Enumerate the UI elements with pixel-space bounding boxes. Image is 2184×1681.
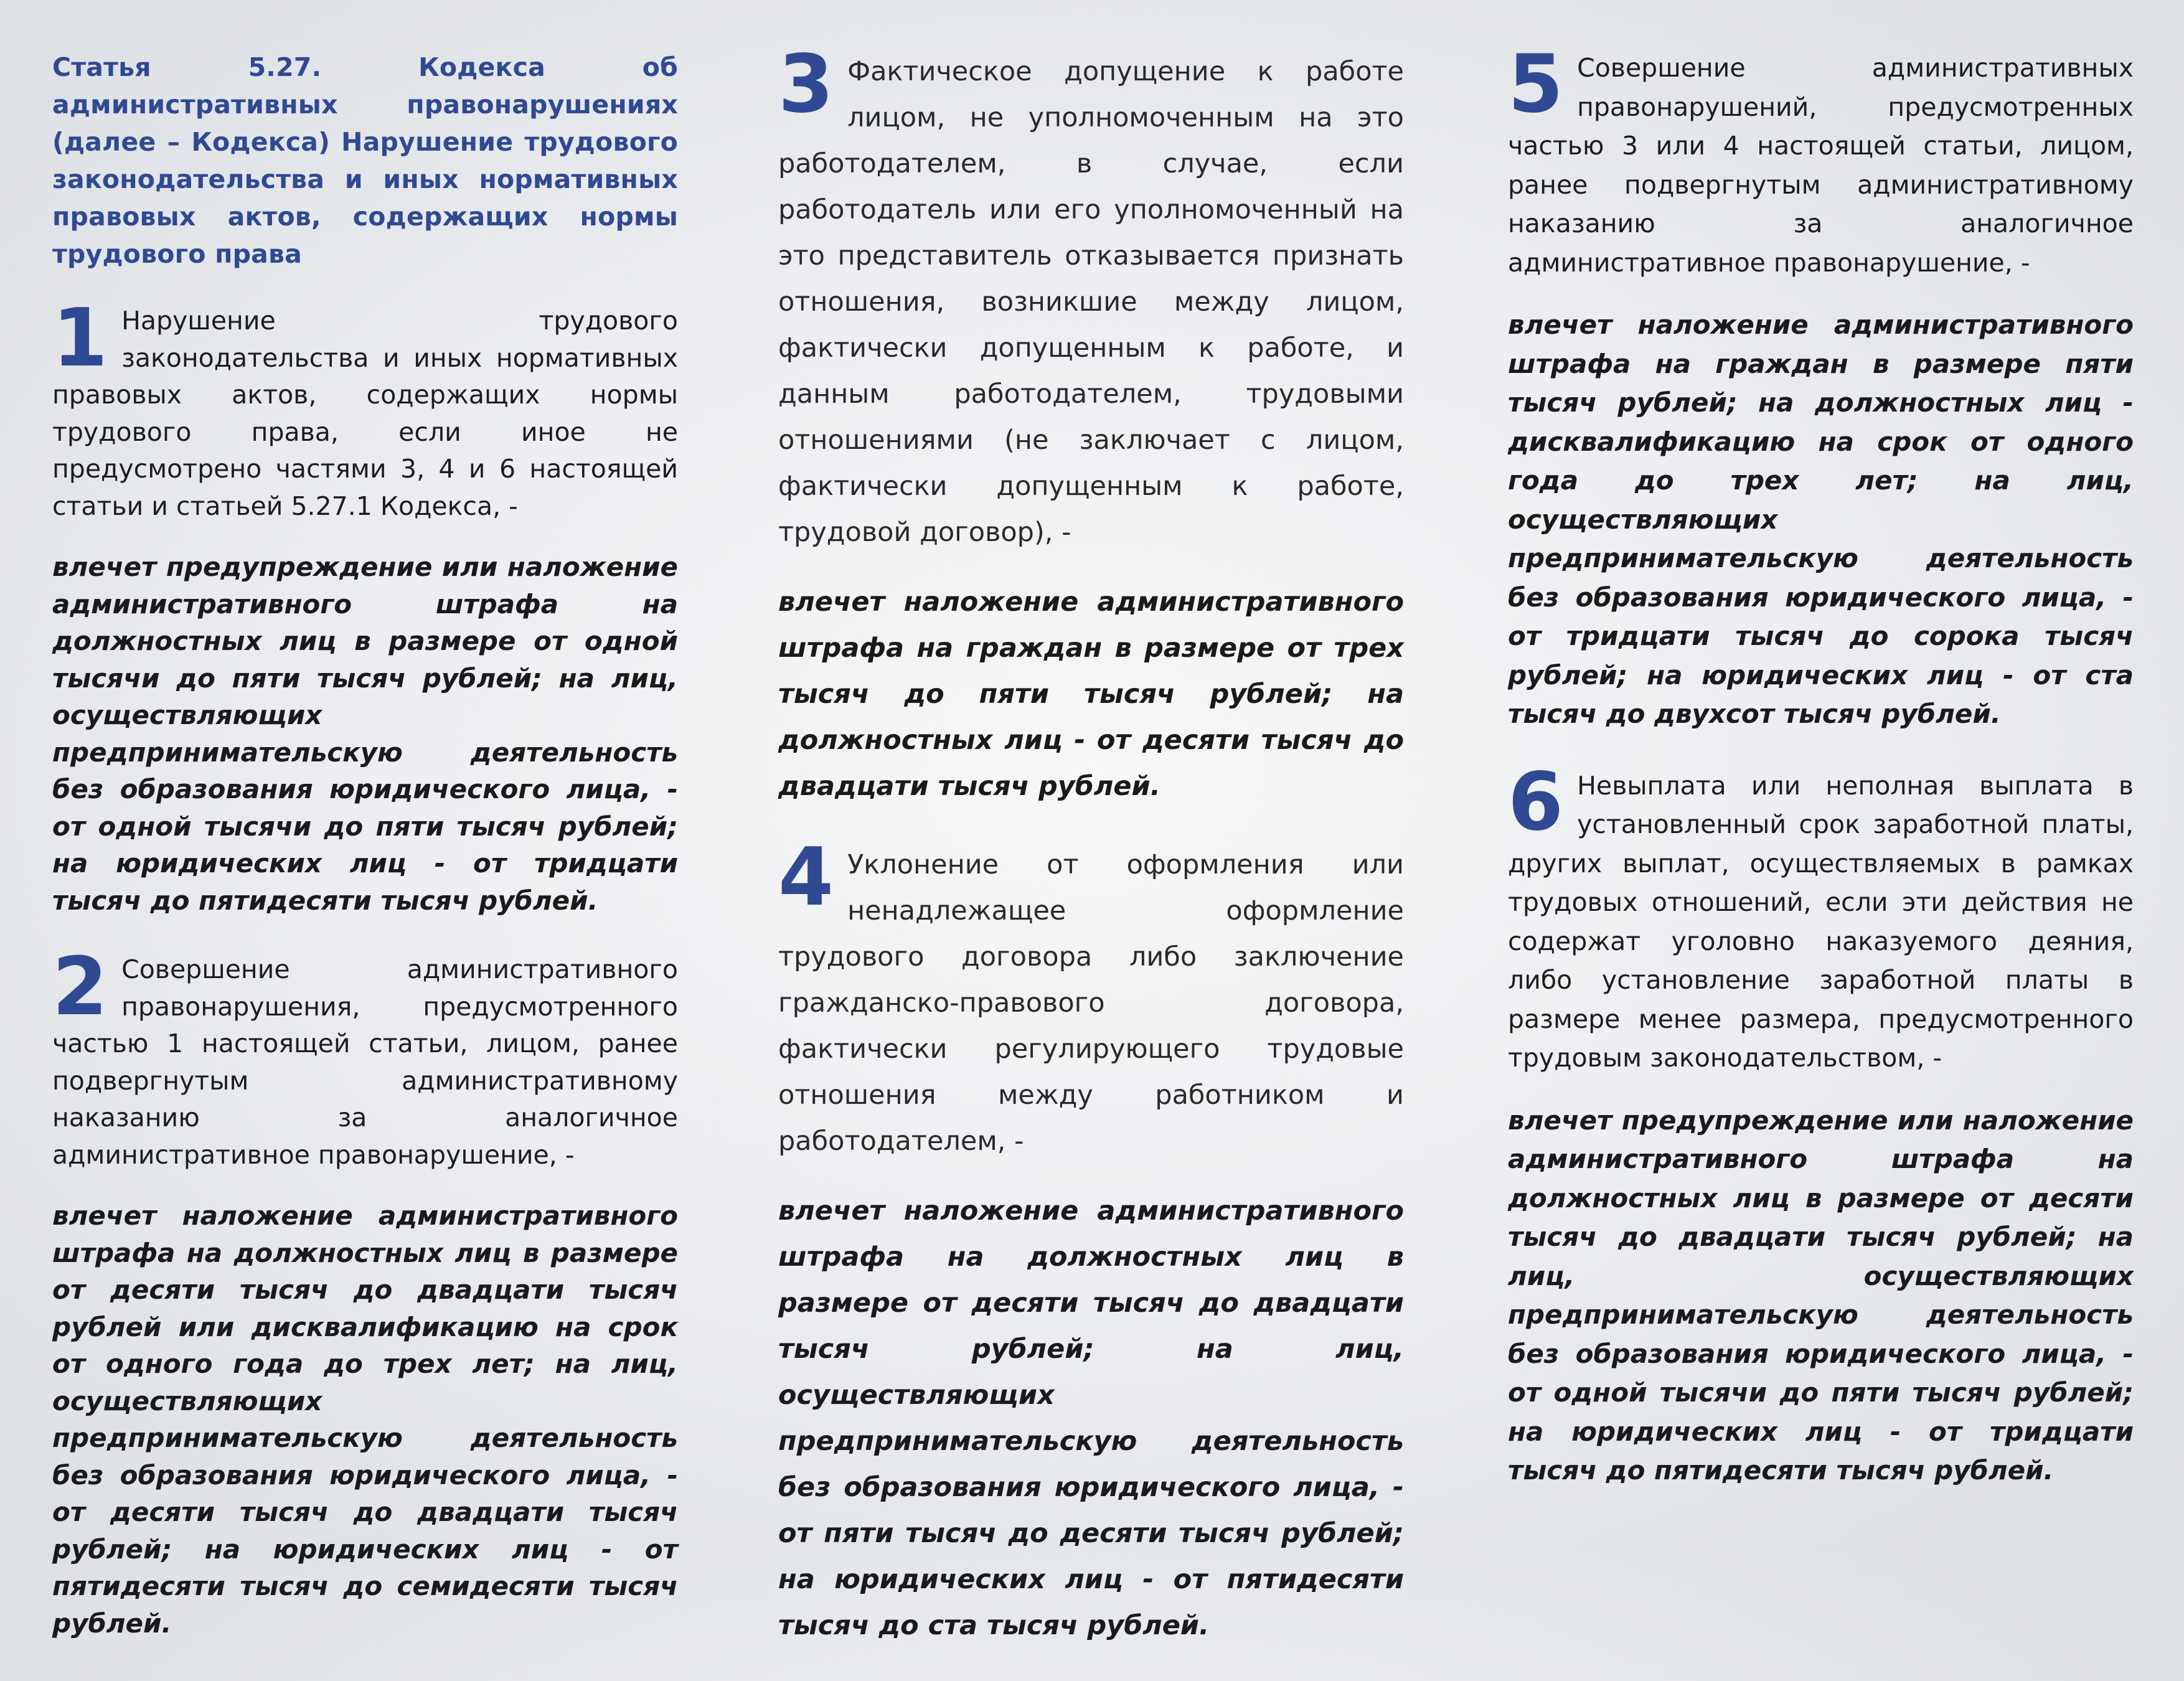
- section-penalty: влечет предупреждение или наложение административного штрафа на должностных лиц в размере от десяти тысяч до двадцати тысяч рублей; на лиц, осуществляющих предпринимательскую деятельность без образования юридического лица, - от одной тысячи до пяти тысяч рублей; на юридических лиц - от тридцати тысяч до пятидесяти тысяч рублей.: [1508, 1104, 2134, 1486]
- section-penalty: влечет наложение административного штрафа на должностных лиц в размере от десяти тысяч до двадцати тысяч рублей или дисквалификацию на срок от одного года до трех лет; на лиц, осуществляющих предпринимательскую деятельность без образования юридического лица, - от десяти тысяч до двадцати тысяч рублей; на юридических лиц - от пятидесяти тысяч до семидесяти тысяч рублей.: [52, 1200, 678, 1639]
- section-6: [1508, 755, 2134, 1490]
- section-penalty: влечет наложение административного штрафа на должностных лиц в размере от десяти тысяч до двадцати тысяч рублей; на лиц, осуществляющих предпринимательскую деятельность без образования юридического лица, - от пяти тысяч до десяти тысяч рублей; на юридических лиц - от пятидесяти тысяч до ста тысяч рублей.: [778, 1195, 1404, 1641]
- section-number: 3: [778, 38, 834, 131]
- section-1: [52, 292, 678, 919]
- section-number: 6: [1508, 755, 1564, 849]
- section-number: 5: [1508, 38, 1564, 131]
- section-text: Фактическое допущение к работе лицом, не уполномоченным на это работодателем, в случае, если работодатель или его уполномоченный на это представитель отказывается признать отношения, возникшие между лицом, фактически допущенным к работе, и данным работодателем, трудовыми отношениями (не заключает с лицом, фактически допущенным к работе, трудовой договор), -: [778, 56, 1404, 548]
- section-text: Совершение административного правонарушения, предусмотренного частью 1 настоящей статьи, лицом, ранее подвергнутым административному наказанию за аналогичное административное правонарушение, -: [52, 954, 678, 1170]
- section-number: 2: [52, 941, 108, 1034]
- section-text: Уклонение от оформления или ненадлежащее оформление трудового договора либо заключение гражданско-правового договора, фактически регулирующего трудовые отношения между работником и работодателем, -: [778, 849, 1404, 1157]
- section-4: [778, 831, 1404, 1649]
- section-number: 1: [52, 292, 108, 385]
- column-left: [52, 49, 678, 1674]
- section-penalty: влечет предупреждение или наложение административного штрафа на должностных лиц в размере от одной тысячи до пяти тысяч рублей; на лиц, осуществляющих предпринимательскую деятельность без образования юридического лица, - от одной тысячи до пяти тысяч рублей; на юридических лиц - от тридцати тысяч до пятидесяти тысяч рублей.: [52, 552, 678, 916]
- column-middle: [778, 38, 1404, 1681]
- article-title: Статья 5.27. Кодекса об административных правонарушениях (далее – Кодекса) Нарушение трудового законодательства и иных нормативных правовых актов, содержащих нормы трудового права: [52, 52, 678, 269]
- section-text: Совершение административных правонарушений, предусмотренных частью 3 или 4 настоящей статьи, лицом, ранее подвергнутым административному наказанию за аналогичное административное правонарушение, -: [1508, 53, 2134, 278]
- section-text: Невыплата или неполная выплата в установленный срок заработной платы, других выплат, осуществляемых в рамках трудовых отношений, если эти действия не содержат уголовно наказуемого деяния, либо установление заработной платы в размере менее размера, предусмотренного трудовым законодательством, -: [1508, 770, 2134, 1073]
- section-5: [1508, 38, 2134, 734]
- section-penalty: влечет наложение административного штрафа на граждан в размере пяти тысяч рублей; на должностных лиц - дисквалификацию на срок от одного года до трех лет; на лиц, осуществляющих предпринимательскую деятельность без образования юридического лица, - от тридцати тысяч до сорока тысяч рублей; на юридических лиц - от ста тысяч до двухсот тысяч рублей.: [1508, 309, 2134, 729]
- section-2: [52, 941, 678, 1642]
- section-number: 4: [778, 831, 834, 924]
- section-text: Нарушение трудового законодательства и иных нормативных правовых актов, содержащих нормы трудового права, если иное не предусмотрено частями 3, 4 и 6 настоящей статьи и статьей 5.27.1 Кодекса, -: [52, 306, 678, 521]
- column-right: [1508, 38, 2134, 1523]
- section-penalty: влечет наложение административного штрафа на граждан в размере от трех тысяч до пяти тысяч рублей; на должностных лиц - от десяти тысяч до двадцати тысяч рублей.: [778, 586, 1404, 802]
- section-3: [778, 38, 1404, 809]
